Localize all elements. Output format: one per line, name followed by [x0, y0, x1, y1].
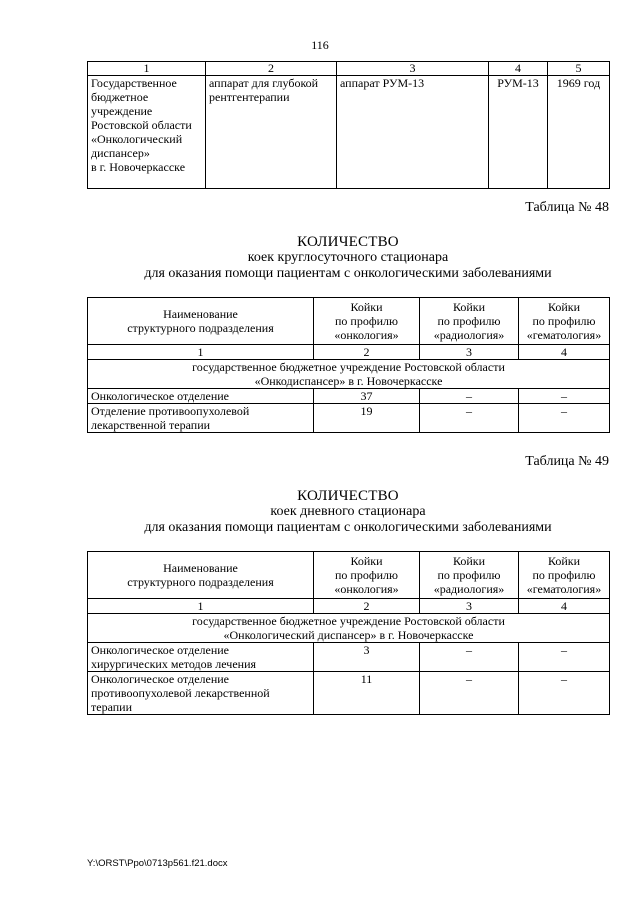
header-hematology: Койки по профилю «гематология» — [519, 552, 610, 599]
heading-subtitle: для оказания помощи пациентам с онкологическими заболеваниями — [144, 520, 552, 535]
oncology-beds: 37 — [314, 389, 420, 404]
header-radiology: Койки по профилю «радиология» — [420, 552, 519, 599]
radiology-beds: – — [420, 672, 519, 715]
table-48-heading — [87, 234, 609, 282]
column-number: 1 — [88, 345, 314, 360]
oncology-beds: 19 — [314, 404, 420, 433]
column-number: 4 — [519, 599, 610, 614]
institution-group: государственное бюджетное учреждение Ростовской области «Онкодиспансер» в г. Новочеркасске — [88, 360, 610, 389]
column-number: 2 — [206, 62, 337, 76]
device-type-cell: аппарат для глубокой рентгентерапии — [206, 76, 337, 189]
unit-name: Онкологическое отделение противоопухолевой лекарственной терапии — [88, 672, 314, 715]
heading-title: КОЛИЧЕСТВО — [297, 234, 399, 250]
file-path-footer: Y:\ORST\Ppo\0713p561.f21.docx — [87, 858, 228, 869]
column-number: 3 — [420, 345, 519, 360]
device-name-cell: аппарат РУМ-13 — [337, 76, 489, 189]
radiology-beds: – — [420, 404, 519, 433]
table-row — [88, 389, 610, 404]
column-number: 2 — [314, 599, 420, 614]
heading-subtitle: для оказания помощи пациентам с онкологическими заболеваниями — [144, 266, 552, 281]
heading-title: КОЛИЧЕСТВО — [297, 488, 399, 504]
header-radiology: Койки по профилю «радиология» — [420, 298, 519, 345]
page-number: 116 — [311, 38, 329, 52]
table-row — [88, 643, 610, 672]
column-number: 5 — [548, 62, 610, 76]
heading-subtitle: коек круглосуточного стационара — [247, 250, 449, 265]
column-number: 3 — [337, 62, 489, 76]
header-unit: Наименование структурного подразделения — [88, 552, 314, 599]
table-48-label: Таблица № 48 — [525, 200, 609, 215]
header-unit: Наименование структурного подразделения — [88, 298, 314, 345]
table-header-row — [88, 298, 610, 345]
table-header-row — [88, 552, 610, 599]
header-oncology: Койки по профилю «онкология» — [314, 298, 420, 345]
oncology-beds: 3 — [314, 643, 420, 672]
equipment-table — [87, 61, 610, 189]
header-oncology: Койки по профилю «онкология» — [314, 552, 420, 599]
heading-subtitle: коек дневного стационара — [270, 504, 426, 519]
column-number: 3 — [420, 599, 519, 614]
column-number-row — [88, 599, 610, 614]
oncology-beds: 11 — [314, 672, 420, 715]
table-49-label: Таблица № 49 — [525, 454, 609, 469]
hematology-beds: – — [519, 404, 610, 433]
unit-name: Онкологическое отделение — [88, 389, 314, 404]
column-number: 1 — [88, 62, 206, 76]
table-row — [88, 672, 610, 715]
header-hematology: Койки по профилю «гематология» — [519, 298, 610, 345]
inpatient-beds-table — [87, 297, 610, 433]
table-row — [88, 76, 610, 189]
radiology-beds: – — [420, 389, 519, 404]
hematology-beds: – — [519, 389, 610, 404]
group-row — [88, 360, 610, 389]
column-number: 4 — [519, 345, 610, 360]
unit-name: Отделение противоопухолевой лекарственной терапии — [88, 404, 314, 433]
radiology-beds: – — [420, 643, 519, 672]
group-row — [88, 614, 610, 643]
institution-group: государственное бюджетное учреждение Ростовской области «Онкологический диспансер» в г. Новочеркасске — [88, 614, 610, 643]
unit-name: Онкологическое отделение хирургических методов лечения — [88, 643, 314, 672]
hematology-beds: – — [519, 643, 610, 672]
day-hospital-beds-table — [87, 551, 610, 715]
institution-cell: Государственное бюджетное учреждение Ростовской области «Онкологический диспансер» в г. Новочеркасске — [88, 76, 206, 189]
table-header-row — [88, 62, 610, 76]
year-cell: 1969 год — [548, 76, 610, 189]
table-49-heading — [87, 488, 609, 536]
table-row — [88, 404, 610, 433]
column-number: 4 — [489, 62, 548, 76]
model-cell: РУМ-13 — [489, 76, 548, 189]
column-number: 2 — [314, 345, 420, 360]
hematology-beds: – — [519, 672, 610, 715]
column-number-row — [88, 345, 610, 360]
column-number: 1 — [88, 599, 314, 614]
